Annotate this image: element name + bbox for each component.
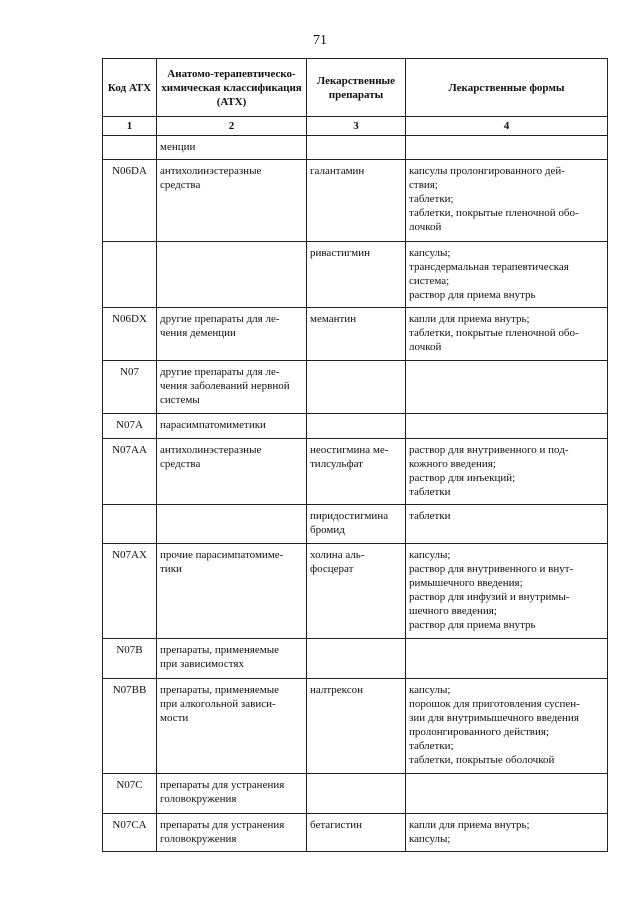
row-forms: капли для приема внутрь; капсулы;: [406, 814, 608, 852]
column-number-row: [103, 117, 608, 136]
row-forms: [406, 361, 608, 414]
header-drugs: Лекарственные препараты: [307, 59, 406, 117]
row-drug: мемантин: [307, 308, 406, 361]
column-number: 4: [406, 117, 608, 136]
table-row: [103, 814, 608, 852]
row-code: [103, 505, 157, 544]
table-row: [103, 136, 608, 160]
row-code: N06DX: [103, 308, 157, 361]
row-classification: менции: [157, 136, 307, 160]
row-classification: другие препараты для ле- чения заболеваний нервной системы: [157, 361, 307, 414]
row-code: N07C: [103, 774, 157, 814]
row-classification: другие препараты для ле- чения деменции: [157, 308, 307, 361]
row-forms: капсулы пролонгированного дей- ствия; таблетки; таблетки, покрытые пленочной обо- лочкой: [406, 160, 608, 242]
row-code: [103, 136, 157, 160]
row-classification: препараты, применяемые при зависимостях: [157, 639, 307, 679]
row-drug: бетагистин: [307, 814, 406, 852]
row-code: N07: [103, 361, 157, 414]
column-number: 3: [307, 117, 406, 136]
row-code: N07BB: [103, 679, 157, 774]
header-code: Код АТХ: [103, 59, 157, 117]
table-row: [103, 505, 608, 544]
row-code: N06DA: [103, 160, 157, 242]
row-forms: [406, 414, 608, 439]
row-forms: капсулы; трансдермальная терапевтическая система; раствор для приема внутрь: [406, 242, 608, 308]
table-row: [103, 639, 608, 679]
row-forms: раствор для внутривенного и под- кожного введения; раствор для инъекций; таблетки: [406, 439, 608, 505]
column-number: 2: [157, 117, 307, 136]
page-number: 71: [313, 33, 327, 48]
row-classification: [157, 242, 307, 308]
row-code: [103, 242, 157, 308]
row-classification: препараты для устранения головокружения: [157, 774, 307, 814]
row-drug: неостигмина ме- тилсульфат: [307, 439, 406, 505]
row-classification: препараты, применяемые при алкогольной зависи- мости: [157, 679, 307, 774]
row-drug: галантамин: [307, 160, 406, 242]
table-row: [103, 414, 608, 439]
header-classification: Анатомо-терапевтическо-химическая классификация (АТХ): [157, 59, 307, 117]
row-code: N07AX: [103, 544, 157, 639]
row-drug: [307, 774, 406, 814]
row-forms: [406, 639, 608, 679]
row-drug: [307, 414, 406, 439]
table-row: [103, 439, 608, 505]
row-code: N07AA: [103, 439, 157, 505]
row-classification: антихолинэстеразные средства: [157, 439, 307, 505]
row-forms: [406, 136, 608, 160]
row-drug: [307, 361, 406, 414]
atx-table: [102, 58, 608, 852]
table-row: [103, 242, 608, 308]
row-classification: парасимпатомиметики: [157, 414, 307, 439]
row-forms: [406, 774, 608, 814]
row-drug: пиридостигмина бромид: [307, 505, 406, 544]
table-header-row: [103, 59, 608, 117]
table-row: [103, 361, 608, 414]
table-row: [103, 544, 608, 639]
row-forms: капсулы; раствор для внутривенного и внут- римышечного введения; раствор для инфузий и внутримы- шечного введения; раствор для приема внутрь: [406, 544, 608, 639]
row-drug: [307, 136, 406, 160]
row-classification: прочие парасимпатомиме- тики: [157, 544, 307, 639]
row-forms: капсулы; порошок для приготовления суспен- зии для внутримышечного введения пролонгированного действия; таблетки; таблетки, покрытые оболочкой: [406, 679, 608, 774]
table-row: [103, 774, 608, 814]
row-code: N07A: [103, 414, 157, 439]
row-drug: холина аль- фосцерат: [307, 544, 406, 639]
table-row: [103, 679, 608, 774]
row-code: N07B: [103, 639, 157, 679]
column-number: 1: [103, 117, 157, 136]
row-code: N07CA: [103, 814, 157, 852]
row-classification: антихолинэстеразные средства: [157, 160, 307, 242]
table-row: [103, 308, 608, 361]
row-drug: налтрексон: [307, 679, 406, 774]
row-drug: [307, 639, 406, 679]
row-forms: капли для приема внутрь; таблетки, покрытые пленочной обо- лочкой: [406, 308, 608, 361]
table-row: [103, 160, 608, 242]
row-classification: препараты для устранения головокружения: [157, 814, 307, 852]
header-forms: Лекарственные формы: [406, 59, 608, 117]
row-forms: таблетки: [406, 505, 608, 544]
row-drug: ривастигмин: [307, 242, 406, 308]
row-classification: [157, 505, 307, 544]
